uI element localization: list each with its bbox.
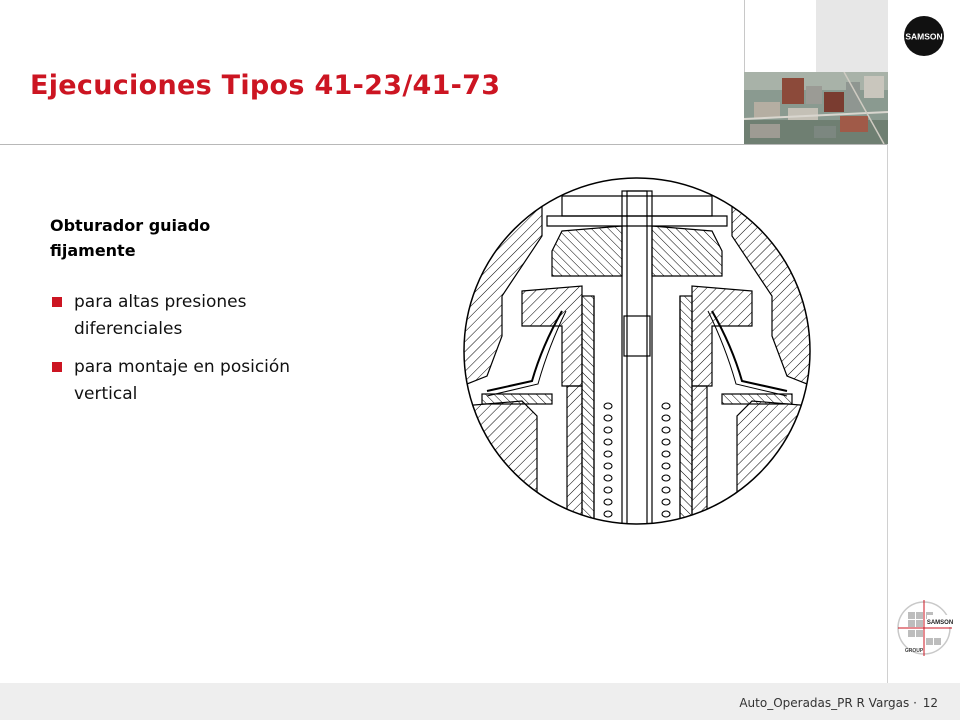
slide-title: Ejecuciones Tipos 41-23/41-73 (30, 70, 501, 101)
bullet-square-icon (52, 362, 62, 372)
bullet-text: para montaje en posición (74, 357, 291, 377)
right-rule (887, 144, 888, 684)
header-divider (744, 0, 745, 72)
subtitle-line: fijamente (50, 241, 136, 260)
header-rule (0, 144, 888, 145)
bullet-item (50, 289, 370, 343)
samson-group-logo (896, 598, 956, 658)
bullet-item (50, 354, 370, 408)
bullet-square-icon (52, 297, 62, 307)
bullet-text: para altas presiones (74, 292, 247, 312)
logo-text: SAMSON (905, 31, 943, 42)
page-number: 12 (922, 696, 938, 710)
samson-logo (888, 0, 960, 72)
aerial-factory-photo (744, 72, 888, 144)
valve-plug-cross-section-drawing (462, 176, 812, 526)
subtitle-line: Obturador guiado (50, 216, 211, 235)
group-logo-group-text: GROUP (904, 648, 924, 654)
footer (737, 696, 938, 710)
footer-label: Auto_Operadas_PR R Vargas · (739, 696, 917, 710)
bullet-text: diferenciales (74, 319, 183, 339)
header-tile (816, 0, 888, 72)
bullet-text: vertical (74, 384, 138, 404)
group-logo-samson-text: SAMSON (926, 620, 954, 626)
slide-subtitle (50, 213, 300, 263)
bullet-list (50, 289, 370, 419)
